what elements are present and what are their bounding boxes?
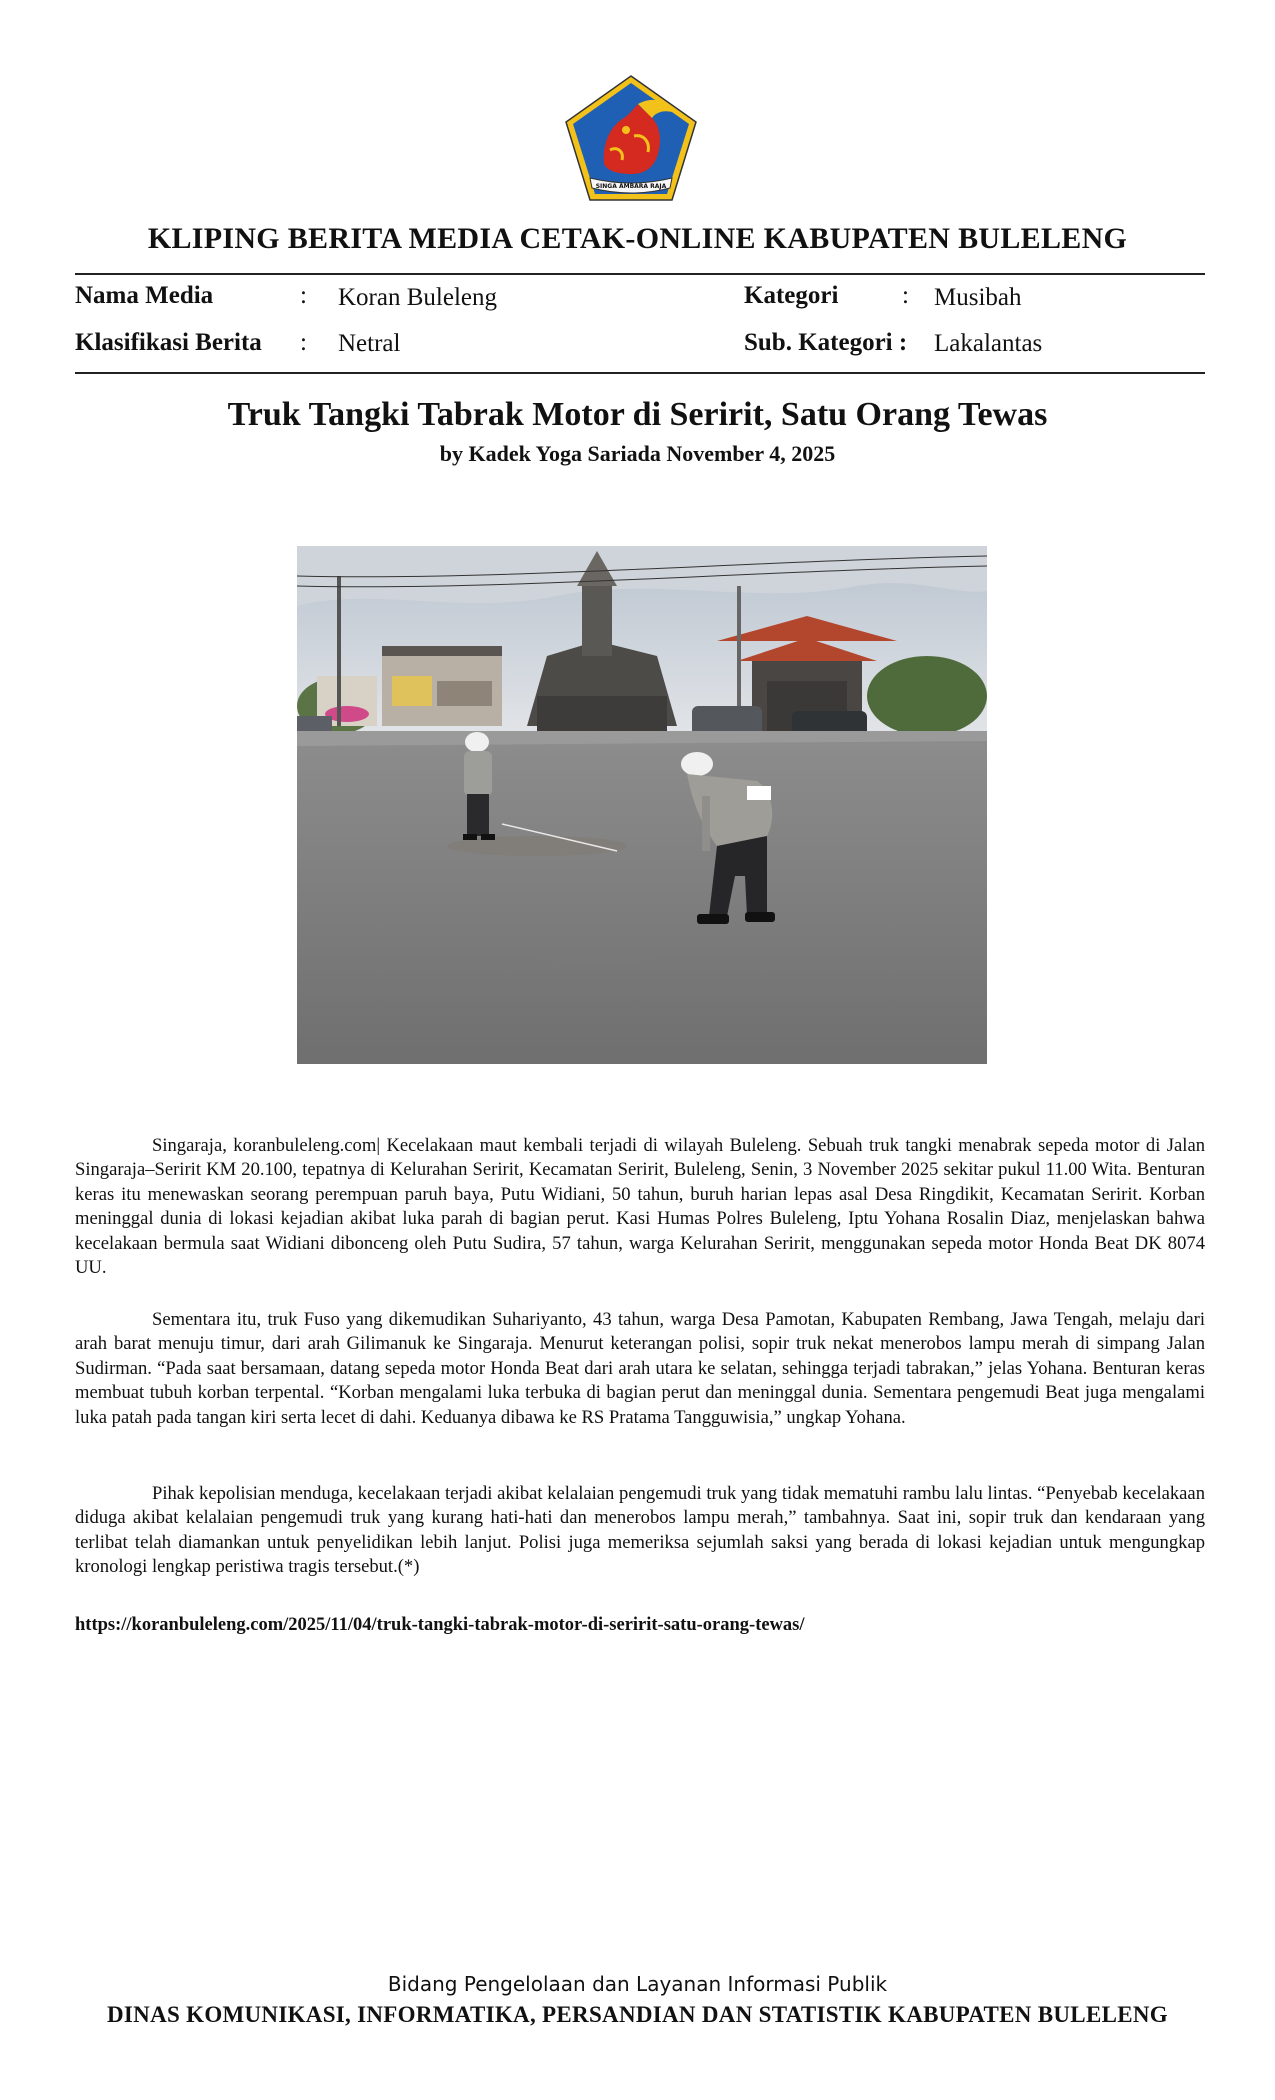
- article-source-url[interactable]: https://koranbuleleng.com/2025/11/04/truk-tangki-tabrak-motor-di-seririt-satu-orang-tewas/: [75, 1615, 805, 1635]
- kategori-label: Kategori: [744, 282, 839, 309]
- logo-motto: SINGA AMBARA RAJA: [595, 183, 667, 190]
- footer-subtitle: Bidang Pengelolaan dan Layanan Informasi Publik: [387, 1972, 888, 1996]
- sub-kategori-label: Sub. Kategori :: [744, 329, 908, 356]
- regency-logo: [564, 74, 698, 202]
- header-divider-top: [75, 273, 1205, 275]
- klasifikasi-separator: :: [300, 329, 307, 356]
- klasifikasi-label: Klasifikasi Berita: [75, 329, 262, 356]
- kategori-separator: :: [902, 282, 909, 309]
- nama-media-value: Koran Buleleng: [338, 284, 497, 311]
- article-paragraph: Sementara itu, truk Fuso yang dikemudikan Suhariyanto, 43 tahun, warga Desa Pamotan, Kabupaten Rembang, Jawa Tengah, melaju dari arah barat menuju timur, dari arah Gilimanuk ke Singaraja. Menurut keterangan polisi, sopir truk nekat menerobos lampu merah di simpang Jalan Sudirman. “Pada saat bersamaan, datang sepeda motor Honda Beat dari arah utara ke selatan, sehingga terjadi tabrakan,” jelas Yohana. Benturan keras membuat tubuh korban terpental. “Korban mengalami luka terbuka di bagian perut dan meninggal dunia. Sementara pengemudi Beat juga mengalami luka patah pada tangan kiri serta lecet di dahi. Keduanya dibawa ke RS Pratama Tangguwisia,” ungkap Yohana.: [75, 1309, 1205, 1428]
- article-paragraph: Pihak kepolisian menduga, kecelakaan terjadi akibat kelalaian pengemudi truk yang tidak mematuhi rambu lalu lintas. “Penyebab kecelakaan diduga akibat kelalaian pengemudi truk yang kurang hati-hati dan menerobos lampu merah,” tambahnya. Saat ini, sopir truk dan kendaraan yang terlibat telah diamankan untuk penyelidikan lebih lanjut. Polisi juga memeriksa sejumlah saksi yang berada di lokasi kejadian untuk mengungkap kronologi lengkap peristiwa tragis tersebut.(*): [75, 1483, 1205, 1578]
- nama-media-label: Nama Media: [75, 282, 214, 309]
- klasifikasi-value: Netral: [338, 330, 401, 357]
- article-title: Truk Tangki Tabrak Motor di Seririt, Satu Orang Tewas: [227, 396, 1048, 433]
- article-byline: by Kadek Yoga Sariada November 4, 2025: [439, 441, 836, 466]
- article-photo: [297, 546, 987, 1064]
- header-divider-bottom: [75, 372, 1205, 374]
- nama-media-separator: :: [300, 282, 307, 309]
- footer-title: DINAS KOMUNIKASI, INFORMATIKA, PERSANDIAN DAN STATISTIK KABUPATEN BULELENG: [107, 2002, 1168, 2027]
- sub-kategori-value: Lakalantas: [934, 330, 1043, 357]
- kategori-value: Musibah: [934, 284, 1022, 311]
- document-header-title: KLIPING BERITA MEDIA CETAK-ONLINE KABUPATEN BULELENG: [147, 222, 1128, 255]
- article-paragraph: Singaraja, koranbuleleng.com| Kecelakaan maut kembali terjadi di wilayah Buleleng. Sebuah truk tangki menabrak sepeda motor di Jalan Singaraja–Seririt KM 20.100, tepatnya di Kelurahan Seririt, Kecamatan Seririt, Buleleng, Senin, 3 November 2025 sekitar pukul 11.00 Wita. Benturan keras itu menewaskan seorang perempuan paruh baya, Putu Widiani, 50 tahun, buruh harian lepas asal Desa Ringdikit, Kecamatan Seririt. Korban meninggal dunia di lokasi kejadian akibat luka parah di bagian perut. Kasi Humas Polres Buleleng, Iptu Yohana Rosalin Diaz, menjelaskan bahwa kecelakaan bermula saat Widiani dibonceng oleh Putu Sudira, 57 tahun, warga Kelurahan Seririt, menggunakan sepeda motor Honda Beat DK 8074 UU.: [75, 1135, 1205, 1279]
